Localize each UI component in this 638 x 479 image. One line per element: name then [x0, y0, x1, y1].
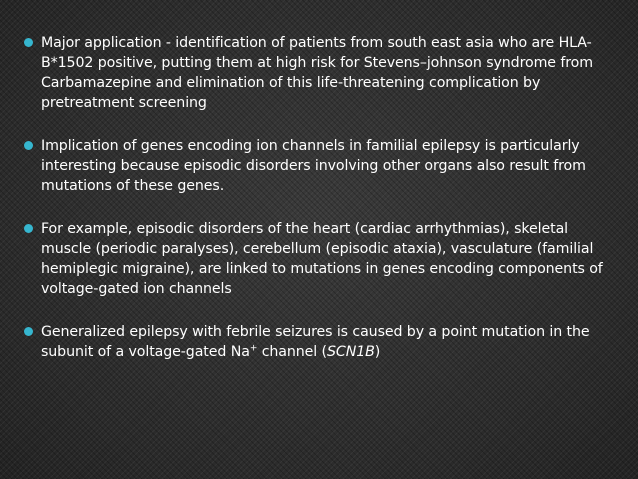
bullet-item-4 [22, 322, 622, 362]
bullet-dot-icon [24, 224, 33, 233]
bullet-dot-icon [24, 327, 33, 336]
bullet-dot-icon [24, 38, 33, 47]
bullet-list [22, 33, 622, 362]
bullet-text: Implication of genes encoding ion channels in familial epilepsy is particularly interesting because episodic disorders involving other organs also result from mutations of these genes. [41, 138, 586, 194]
bullet-text-middle: channel ( [257, 344, 327, 360]
bullet-item-1 [22, 33, 622, 113]
bullet-dot-icon [24, 141, 33, 150]
gene-name: SCN1B [326, 344, 375, 360]
bullet-text-start: Generalized epilepsy with febrile seizures is caused by a point mutation in the subunit of a voltage-gated Na [41, 324, 590, 360]
superscript-plus: + [249, 343, 258, 354]
bullet-text-end: ) [374, 344, 381, 360]
bullet-text: Major application - identification of patients from south east asia who are HLA-B*1502 positive, putting them at high risk for Stevens–johnson syndrome from Carbamazepine and elimination of this life-threatening complication by pretreatment screening [41, 35, 593, 111]
bullet-text: For example, episodic disorders of the heart (cardiac arrhythmias), skeletal muscle (periodic paralyses), cerebellum (episodic ataxia), vasculature (familial hemiplegic migraine), are linked to mutations in genes encoding components of voltage-gated ion channels [41, 221, 603, 297]
bullet-item-3 [22, 219, 622, 299]
bullet-text [41, 324, 590, 360]
bullet-item-2 [22, 136, 622, 196]
